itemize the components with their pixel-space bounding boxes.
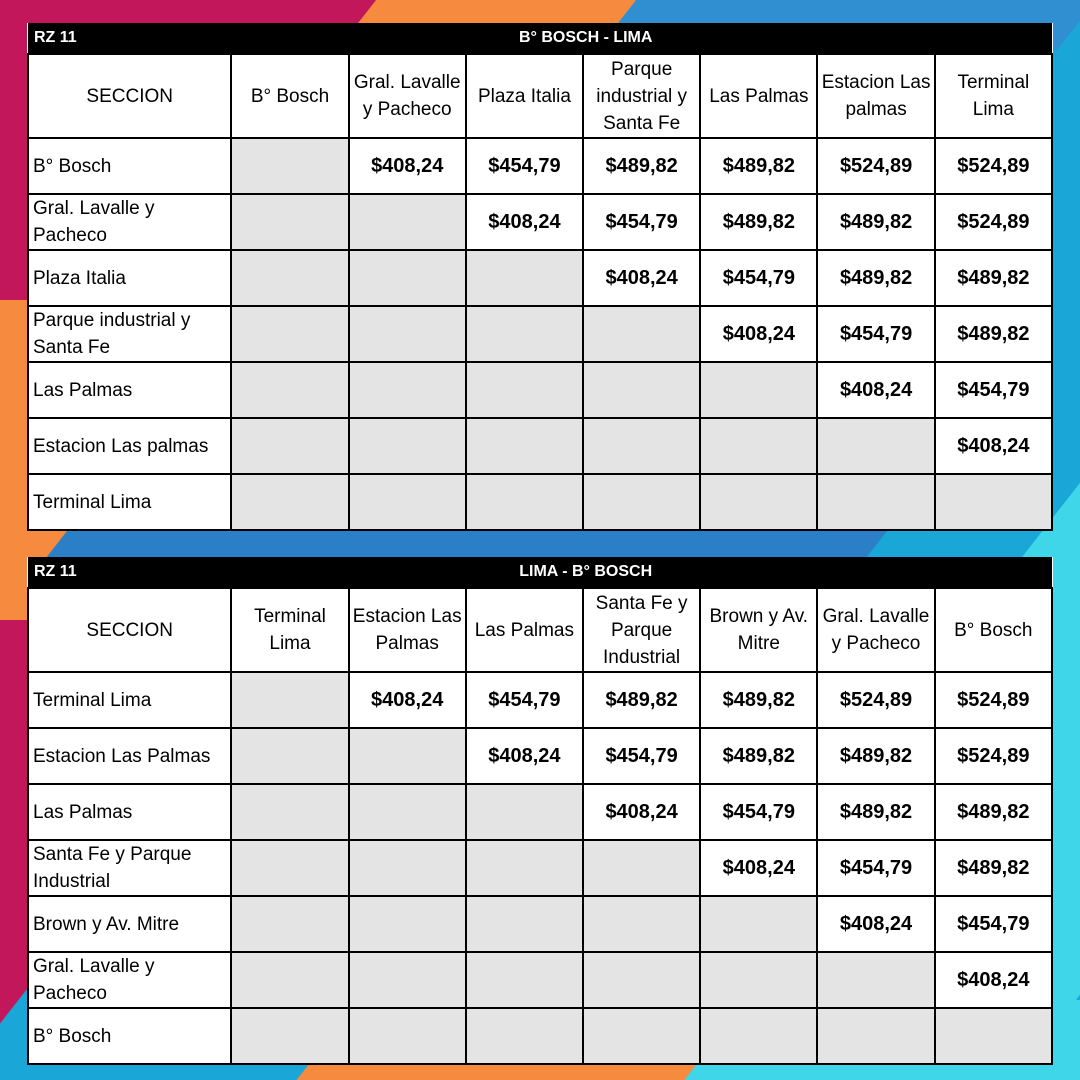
price-cell	[817, 1008, 934, 1064]
price-cell	[466, 250, 583, 306]
price-cell: $408,24	[935, 952, 1052, 1008]
price-cell	[466, 840, 583, 896]
table-row	[28, 896, 1052, 952]
row-label: Terminal Lima	[28, 672, 231, 728]
table-row	[28, 1008, 1052, 1064]
price-cell	[349, 728, 466, 784]
price-cell: $524,89	[935, 194, 1052, 250]
price-cell	[231, 138, 348, 194]
price-cell	[817, 474, 934, 530]
price-cell: $454,79	[817, 840, 934, 896]
column-header: Las Palmas	[466, 588, 583, 672]
price-cell: $408,24	[700, 840, 817, 896]
price-cell: $489,82	[817, 728, 934, 784]
price-cell	[231, 728, 348, 784]
price-cell	[231, 306, 348, 362]
table-title-bar	[28, 557, 1052, 588]
price-cell	[583, 840, 700, 896]
price-cell: $489,82	[700, 138, 817, 194]
table-row	[28, 840, 1052, 896]
price-cell	[466, 1008, 583, 1064]
price-cell: $408,24	[817, 362, 934, 418]
price-cell: $524,89	[817, 672, 934, 728]
price-cell	[231, 896, 348, 952]
row-label: Plaza Italia	[28, 250, 231, 306]
price-cell	[583, 362, 700, 418]
row-label: Gral. Lavalle y Pacheco	[28, 194, 231, 250]
price-cell	[349, 250, 466, 306]
price-cell	[231, 840, 348, 896]
price-cell: $454,79	[700, 784, 817, 840]
table-row	[28, 418, 1052, 474]
price-cell: $454,79	[817, 306, 934, 362]
price-cell: $454,79	[935, 896, 1052, 952]
column-header: Terminal Lima	[231, 588, 348, 672]
row-label: Las Palmas	[28, 784, 231, 840]
price-cell	[700, 418, 817, 474]
price-cell: $408,24	[817, 896, 934, 952]
table-row	[28, 306, 1052, 362]
column-header: B° Bosch	[231, 54, 348, 138]
price-cell	[231, 474, 348, 530]
column-header: Plaza Italia	[466, 54, 583, 138]
price-cell: $454,79	[466, 672, 583, 728]
price-cell: $489,82	[817, 194, 934, 250]
price-cell	[349, 896, 466, 952]
price-cell: $524,89	[935, 672, 1052, 728]
price-cell	[700, 896, 817, 952]
price-cell	[466, 362, 583, 418]
price-cell	[700, 952, 817, 1008]
price-cell	[583, 896, 700, 952]
row-label: Estacion Las palmas	[28, 418, 231, 474]
table-title: B° BOSCH - LIMA	[231, 23, 1052, 54]
price-cell: $524,89	[817, 138, 934, 194]
price-cell	[349, 362, 466, 418]
column-header: Parque industrial y Santa Fe	[583, 54, 700, 138]
price-cell: $408,24	[349, 672, 466, 728]
price-cell	[466, 896, 583, 952]
price-cell	[231, 1008, 348, 1064]
table-row	[28, 784, 1052, 840]
price-cell	[700, 362, 817, 418]
route-code: RZ 11	[28, 557, 231, 588]
table-row	[28, 194, 1052, 250]
price-cell: $408,24	[466, 194, 583, 250]
row-label: Parque industrial y Santa Fe	[28, 306, 231, 362]
header-row	[28, 54, 1052, 138]
price-cell	[231, 952, 348, 1008]
column-header: Las Palmas	[700, 54, 817, 138]
column-header: Brown y Av. Mitre	[700, 588, 817, 672]
column-header: Terminal Lima	[935, 54, 1052, 138]
price-cell	[349, 306, 466, 362]
price-cell	[583, 474, 700, 530]
price-cell	[231, 418, 348, 474]
row-label: Estacion Las Palmas	[28, 728, 231, 784]
price-cell: $454,79	[700, 250, 817, 306]
price-cell	[817, 952, 934, 1008]
table-row	[28, 474, 1052, 530]
row-label: Santa Fe y Parque Industrial	[28, 840, 231, 896]
table-row	[28, 250, 1052, 306]
price-cell	[935, 1008, 1052, 1064]
price-cell: $489,82	[817, 784, 934, 840]
price-cell: $489,82	[935, 840, 1052, 896]
row-label: B° Bosch	[28, 138, 231, 194]
price-cell	[349, 784, 466, 840]
price-cell	[700, 474, 817, 530]
price-cell	[817, 418, 934, 474]
price-cell	[349, 474, 466, 530]
price-cell: $489,82	[583, 138, 700, 194]
price-cell	[466, 474, 583, 530]
route-code: RZ 11	[28, 23, 231, 54]
price-cell: $489,82	[700, 194, 817, 250]
table-row	[28, 138, 1052, 194]
column-header: Estacion Las Palmas	[349, 588, 466, 672]
price-cell: $408,24	[935, 418, 1052, 474]
price-cell: $489,82	[935, 250, 1052, 306]
table-title-bar	[28, 23, 1052, 54]
price-cell	[466, 418, 583, 474]
fare-table-lima-bosch	[27, 557, 1053, 1065]
price-cell: $524,89	[935, 138, 1052, 194]
price-cell	[583, 306, 700, 362]
section-header: SECCION	[28, 54, 231, 138]
price-cell	[466, 952, 583, 1008]
price-cell: $408,24	[349, 138, 466, 194]
price-cell: $489,82	[700, 728, 817, 784]
table-row	[28, 728, 1052, 784]
price-cell: $524,89	[935, 728, 1052, 784]
table-title: LIMA - B° BOSCH	[231, 557, 1052, 588]
price-cell	[583, 952, 700, 1008]
fare-table-bosch-lima	[27, 23, 1053, 531]
price-cell	[231, 362, 348, 418]
price-cell	[583, 418, 700, 474]
price-cell: $454,79	[583, 728, 700, 784]
price-cell: $408,24	[700, 306, 817, 362]
price-cell: $454,79	[466, 138, 583, 194]
price-cell	[349, 952, 466, 1008]
row-label: Gral. Lavalle y Pacheco	[28, 952, 231, 1008]
column-header: B° Bosch	[935, 588, 1052, 672]
price-cell	[349, 194, 466, 250]
price-cell	[583, 1008, 700, 1064]
price-cell	[231, 250, 348, 306]
column-header: Gral. Lavalle y Pacheco	[817, 588, 934, 672]
table-row	[28, 362, 1052, 418]
price-cell: $489,82	[700, 672, 817, 728]
price-cell	[231, 672, 348, 728]
price-cell: $489,82	[817, 250, 934, 306]
price-cell	[700, 1008, 817, 1064]
price-cell: $408,24	[583, 250, 700, 306]
section-header: SECCION	[28, 588, 231, 672]
price-cell	[349, 418, 466, 474]
row-label: B° Bosch	[28, 1008, 231, 1064]
price-cell: $454,79	[935, 362, 1052, 418]
price-cell: $408,24	[583, 784, 700, 840]
header-row	[28, 588, 1052, 672]
price-cell: $454,79	[583, 194, 700, 250]
price-cell	[231, 194, 348, 250]
price-cell: $489,82	[935, 306, 1052, 362]
row-label: Brown y Av. Mitre	[28, 896, 231, 952]
price-cell	[466, 306, 583, 362]
row-label: Terminal Lima	[28, 474, 231, 530]
price-cell: $489,82	[583, 672, 700, 728]
price-cell: $489,82	[935, 784, 1052, 840]
table-row	[28, 952, 1052, 1008]
price-cell	[935, 474, 1052, 530]
column-header: Estacion Las palmas	[817, 54, 934, 138]
column-header: Gral. Lavalle y Pacheco	[349, 54, 466, 138]
price-cell	[466, 784, 583, 840]
table-row	[28, 672, 1052, 728]
row-label: Las Palmas	[28, 362, 231, 418]
price-cell	[349, 1008, 466, 1064]
price-cell	[349, 840, 466, 896]
price-cell: $408,24	[466, 728, 583, 784]
column-header: Santa Fe y Parque Industrial	[583, 588, 700, 672]
price-cell	[231, 784, 348, 840]
